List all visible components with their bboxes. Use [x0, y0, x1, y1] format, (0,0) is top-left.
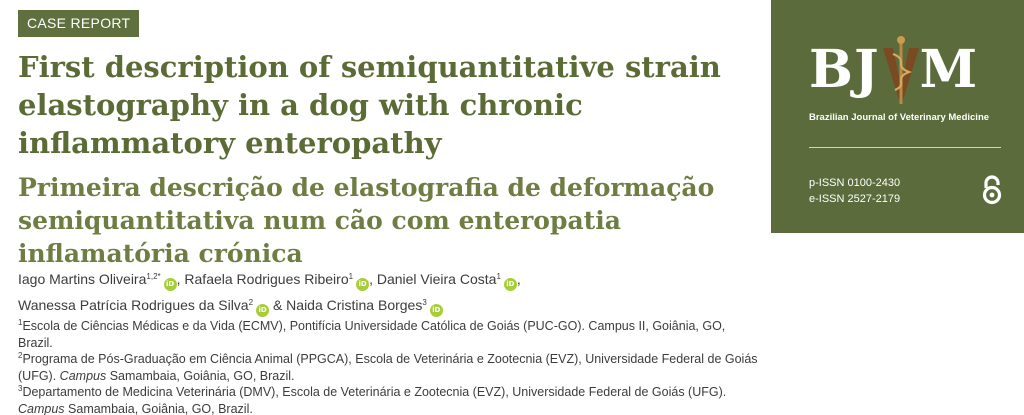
author-4: [18, 297, 282, 313]
affiliation-1: [18, 318, 758, 351]
affiliation-number: 2: [18, 351, 23, 360]
affiliation-list: [18, 318, 758, 415]
author-3: [377, 271, 521, 287]
author-separator: ,: [516, 271, 521, 287]
affiliation-campus-italic: Campus: [59, 368, 107, 383]
affiliation-location: Samambaia, Goiânia, GO, Brazil.: [68, 401, 253, 415]
caduceus-v-emblem-icon: [881, 34, 921, 106]
orcid-icon[interactable]: iD: [256, 304, 269, 317]
affiliation-number: 1: [18, 318, 23, 327]
affiliation-campus-italic: Campus: [18, 401, 65, 415]
logo-letter-j: J: [853, 39, 880, 100]
affiliation-text: Programa de Pós-Graduação em Ciência Animal (PPGCA), Escola de Veterinária e Zootecnia (EVZ), Universidade Federal de Goiás (UFG).: [18, 352, 758, 383]
author-affiliation-sup: 1: [496, 272, 501, 281]
article-title-portuguese: Primeira descrição de elastografia de deformação semiquantitativa num cão com enteropatia inflamatória crónica: [18, 173, 715, 268]
author-name: Daniel Vieira Costa: [376, 271, 497, 287]
logo-letter-m: M: [919, 39, 979, 100]
print-issn: p-ISSN 0100-2430: [809, 177, 901, 189]
article-type-badge: CASE REPORT: [18, 10, 139, 37]
author-name: Iago Martins Oliveira: [18, 271, 147, 287]
author-affiliation-sup: 3: [422, 298, 427, 307]
panel-divider: [809, 147, 1001, 148]
author-2: [184, 271, 373, 287]
author-name: Wanessa Patrícia Rodrigues da Silva: [18, 297, 249, 313]
author-name: Naida Cristina Borges: [286, 297, 423, 313]
journal-panel: [771, 0, 1024, 233]
orcid-icon[interactable]: iD: [504, 278, 517, 291]
author-separator: ,: [176, 271, 181, 287]
author-name: Rafaela Rodrigues Ribeiro: [184, 271, 349, 287]
affiliation-3: [18, 384, 758, 415]
affiliation-2: [18, 351, 758, 384]
affiliation-text: Departamento de Medicina Veterinária (DMV), Escola de Veterinária e Zootecnia (EVZ), Universidade Federal de Goiás (UFG).: [22, 385, 727, 399]
author-5: [286, 297, 443, 313]
author-list: [18, 266, 758, 318]
author-1: [18, 271, 181, 287]
journal-name: Brazilian Journal of Veterinary Medicine: [809, 112, 990, 123]
orcid-icon[interactable]: iD: [430, 304, 443, 317]
affiliation-location: Samambaia, Goiânia, GO, Brazil.: [109, 368, 295, 383]
electronic-issn: e-ISSN 2527-2179: [809, 193, 901, 205]
orcid-icon[interactable]: iD: [164, 278, 177, 291]
author-separator: ,: [369, 271, 373, 287]
author-affiliation-sup: 2: [248, 298, 254, 307]
author-affiliation-sup: 1: [348, 272, 354, 281]
orcid-icon[interactable]: iD: [356, 278, 369, 291]
open-access-icon: [981, 174, 1003, 206]
author-affiliation-sup: 1,2*: [146, 272, 161, 281]
author-separator: &: [272, 297, 283, 313]
affiliation-text: Escola de Ciências Médicas e da Vida (ECMV), Pontifícia Universidade Católica de Goiás (PUC-GO). Campus II, Goiânia, GO, Brazil.: [18, 319, 726, 350]
article-title-english: First description of semiquantitative strain elastography in a dog with chronic inflammatory enteropathy: [18, 50, 721, 160]
affiliation-number: 3: [18, 384, 23, 393]
logo-letter-b: B: [809, 39, 854, 100]
